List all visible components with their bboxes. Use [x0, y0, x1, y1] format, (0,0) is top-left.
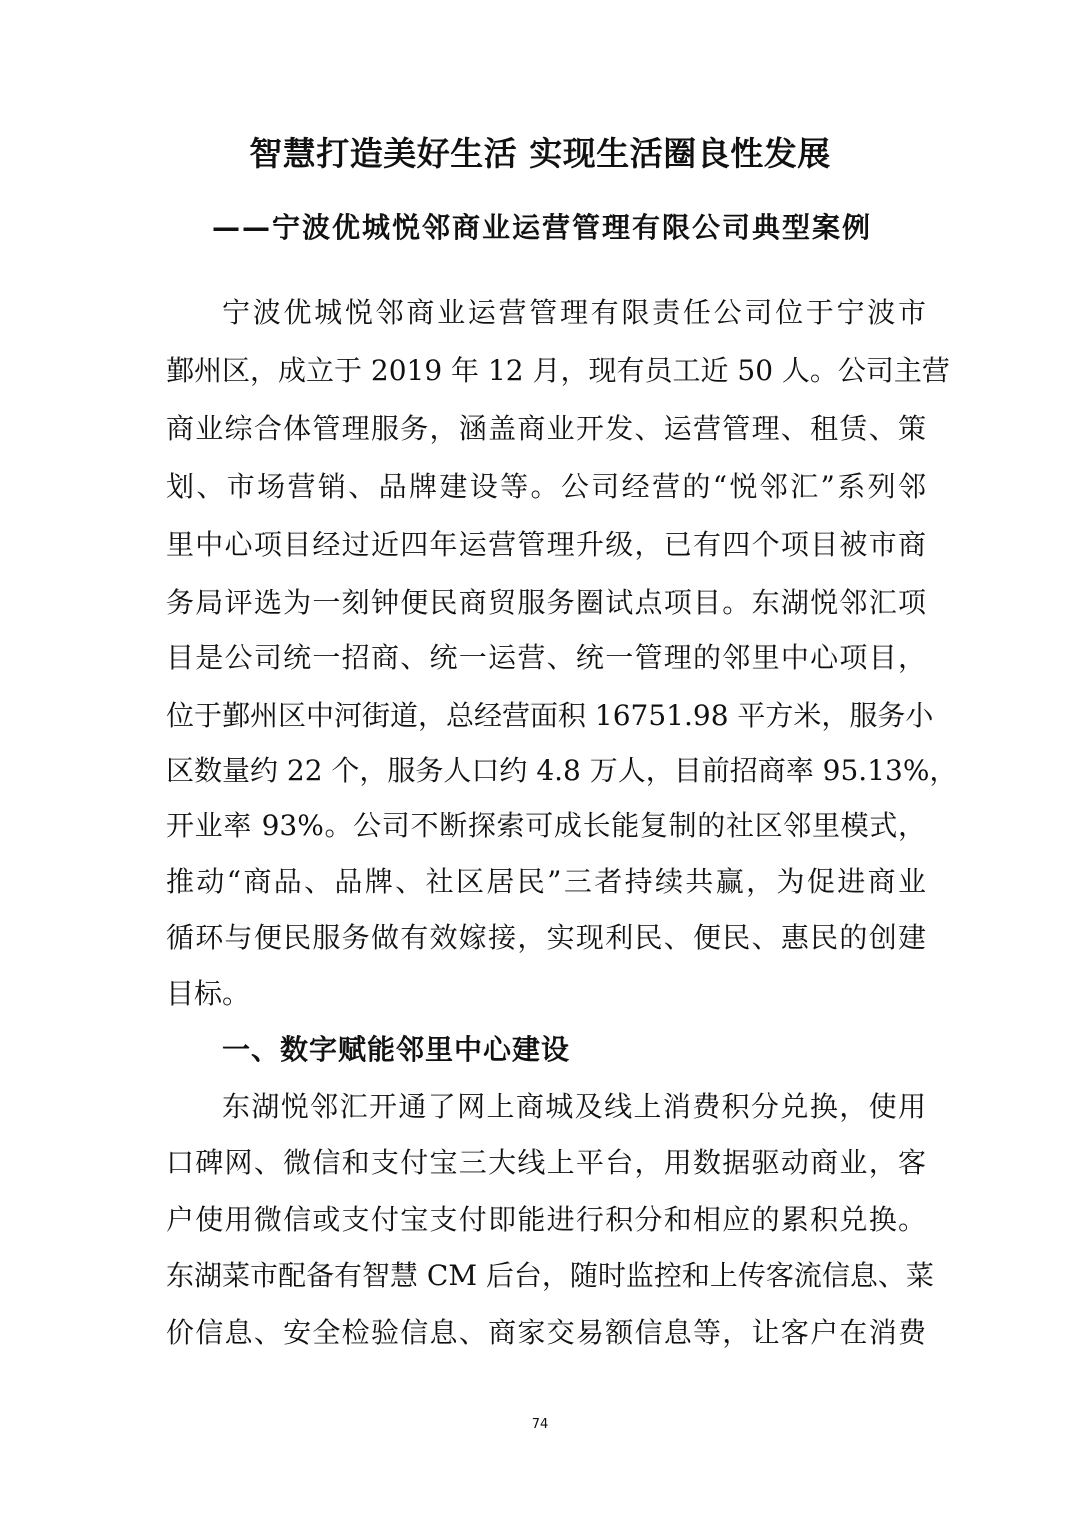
paragraph-line: 开业率 93%。公司不断探索可成长能复制的社区邻里模式，: [166, 809, 926, 842]
document-title: 智慧打造美好生活 实现生活圈良性发展: [249, 134, 831, 173]
paragraph-line: 东湖悦邻汇开通了网上商城及线上消费积分兑换，使用: [222, 1090, 926, 1123]
paragraph-line: 鄞州区，成立于 2019 年 12 月，现有员工近 50 人。公司主营: [166, 354, 950, 387]
paragraph-line: 价信息、安全检验信息、商家交易额信息等，让客户在消费: [166, 1316, 926, 1349]
section-heading: 一、数字赋能邻里中心建设: [222, 1033, 571, 1066]
paragraph-line: 位于鄞州区中河街道，总经营面积 16751.98 平方米，服务小: [166, 699, 934, 732]
paragraph-line: 里中心项目经过近四年运营管理升级，已有四个项目被市商: [166, 528, 926, 561]
paragraph-line: 目是公司统一招商、统一运营、统一管理的邻里中心项目，: [166, 641, 926, 674]
paragraph-line: 区数量约 22 个，服务人口约 4.8 万人，目前招商率 95.13%，: [166, 754, 958, 787]
paragraph-line: 商业综合体管理服务，涵盖商业开发、运营管理、租赁、策: [166, 412, 926, 445]
paragraph-line: 口碑网、微信和支付宝三大线上平台，用数据驱动商业，客: [166, 1146, 926, 1179]
paragraph-line: 东湖菜市配备有智慧 CM 后台，随时监控和上传客流信息、菜: [166, 1259, 934, 1292]
paragraph-line: 务局评选为一刻钟便民商贸服务圈试点项目。东湖悦邻汇项: [166, 586, 926, 619]
document-subtitle: ——宁波优城悦邻商业运营管理有限公司典型案例: [211, 211, 872, 244]
page-number: 74: [531, 1417, 549, 1432]
paragraph-line: 户使用微信或支付宝支付即能进行积分和相应的累积兑换。: [166, 1203, 926, 1236]
paragraph-line: 划、市场营销、品牌建设等。公司经营的“悦邻汇”系列邻: [166, 470, 926, 503]
paragraph-line: 推动“商品、品牌、社区居民”三者持续共赢，为促进商业: [166, 865, 926, 898]
paragraph-line: 循环与便民服务做有效嫁接，实现利民、便民、惠民的创建: [166, 921, 926, 954]
paragraph-line: 宁波优城悦邻商业运营管理有限责任公司位于宁波市: [222, 296, 926, 329]
paragraph-line: 目标。: [166, 977, 251, 1010]
